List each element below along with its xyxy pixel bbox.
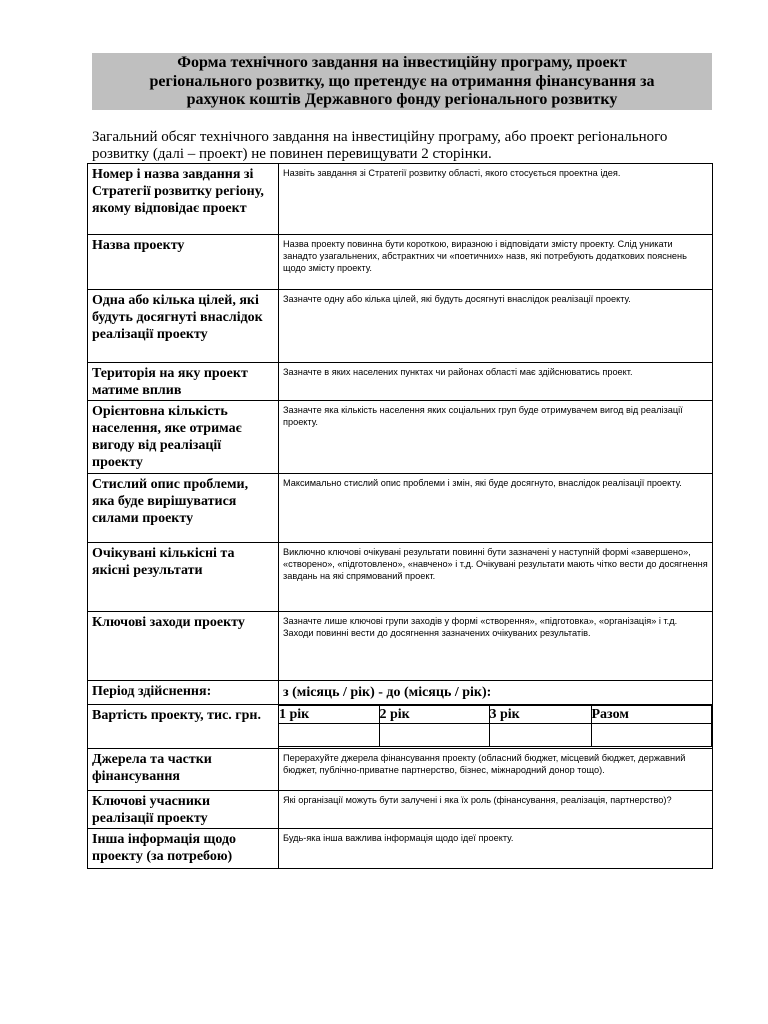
field-problem[interactable]: Максимально стислий опис проблеми і змін, які буде досягнуто, внаслідок реалізації проекту. <box>279 474 713 543</box>
row-label-goals: Одна або кілька цілей, які будуть досягнуті внаслідок реалізації проекту <box>88 290 279 363</box>
intro-line: розвитку (далі – проект) не повинен перевищувати 2 сторінки. <box>92 146 492 162</box>
table-row <box>88 474 713 543</box>
form-title <box>92 53 712 110</box>
row-label-period: Період здійснення: <box>88 681 279 705</box>
cost-grid-cell <box>279 705 713 749</box>
form-title-line: рахунок коштів Державного фонду регіонального розвитку <box>186 91 618 108</box>
cost-input-year-2[interactable] <box>379 724 489 747</box>
form-title-line: регіонального розвитку, що претендує на отримання фінансування за <box>149 72 655 90</box>
row-label-cost: Вартість проекту, тис. грн. <box>88 705 279 749</box>
cost-col-total: Разом <box>591 706 712 724</box>
cost-col-year-2: 2 рік <box>379 706 489 724</box>
row-label-problem: Стислий опис проблеми, яка буде вирішуватися силами проекту <box>88 474 279 543</box>
field-project-name[interactable]: Назва проекту повинна бути короткою, виразною і відповідати змісту проекту. Слід уникати занадто узагальнених, абстрактних чи «поетичних» назв, які потребують додаткових пояснень щодо змісту проекту. <box>279 235 713 290</box>
intro-paragraph <box>92 129 712 163</box>
row-label-territory: Територія на яку проект матиме вплив <box>88 363 279 401</box>
table-row <box>88 235 713 290</box>
field-territory[interactable]: Зазначте в яких населених пунктах чи районах області має здійснюватись проект. <box>279 363 713 401</box>
field-measures[interactable]: Зазначте лише ключові групи заходів у формі «створення», «підготовка», «організація» і т.д. Заходи повинні вести до досягнення зазначених очікуваних результатів. <box>279 612 713 681</box>
field-goals[interactable]: Зазначте одну або кілька цілей, які будуть досягнуті внаслідок реалізації проекту. <box>279 290 713 363</box>
table-row <box>88 612 713 681</box>
row-label-results: Очікувані кількісні та якісні результати <box>88 543 279 612</box>
table-row <box>88 681 713 705</box>
row-label-measures: Ключові заходи проекту <box>88 612 279 681</box>
cost-col-year-1: 1 рік <box>279 706 379 724</box>
project-form-table <box>87 163 713 869</box>
table-row <box>88 543 713 612</box>
field-period[interactable]: з (місяць / рік) - до (місяць / рік): <box>279 681 713 705</box>
row-label-strategy-task: Номер і назва завдання зі Стратегії розвитку регіону, якому відповідає проект <box>88 164 279 235</box>
field-strategy-task[interactable]: Назвіть завдання зі Стратегії розвитку області, якого стосується проектна ідея. <box>279 164 713 235</box>
row-label-participants: Ключові учасники реалізації проекту <box>88 791 279 829</box>
form-title-line: Форма технічного завдання на інвестиційну програму, проект <box>177 54 627 71</box>
table-row <box>88 363 713 401</box>
field-funding-sources[interactable]: Перерахуйте джерела фінансування проекту (обласний бюджет, місцевий бюджет, державний бюджет, публічно-приватне партнерство, бізнес, міжнародний донор тощо). <box>279 749 713 791</box>
row-label-other-info: Інша інформація щодо проекту (за потребою) <box>88 829 279 869</box>
cost-grid <box>279 705 712 747</box>
table-row <box>88 705 713 749</box>
table-row <box>88 290 713 363</box>
table-row <box>88 401 713 474</box>
row-label-funding-sources: Джерела та частки фінансування <box>88 749 279 791</box>
cost-input-year-1[interactable] <box>279 724 379 747</box>
cost-input-total[interactable] <box>591 724 712 747</box>
cost-input-year-3[interactable] <box>489 724 591 747</box>
intro-line: Загальний обсяг технічного завдання на інвестиційну програму, або проект регіонального <box>92 129 668 145</box>
row-label-population: Орієнтовна кількість населення, яке отримає вигоду від реалізації проекту <box>88 401 279 474</box>
field-population[interactable]: Зазначте яка кількість населення яких соціальних груп буде отримувачем вигод від реалізації проекту. <box>279 401 713 474</box>
field-participants[interactable]: Які організації можуть бути залучені і яка їх роль (фінансування, реалізація, партнерство)? <box>279 791 713 829</box>
table-row <box>88 749 713 791</box>
field-results[interactable]: Виключно ключові очікувані результати повинні бути зазначені у наступній формі «завершено», «створено», «підготовлено», «навчено» і т.д. Очікувані результати мають чітко вести до досягнення завдань на які спрямований проект. <box>279 543 713 612</box>
row-label-project-name: Назва проекту <box>88 235 279 290</box>
cost-col-year-3: 3 рік <box>489 706 591 724</box>
table-row <box>88 164 713 235</box>
table-row <box>88 829 713 869</box>
table-row <box>88 791 713 829</box>
field-other-info[interactable]: Будь-яка інша важлива інформація щодо ідеї проекту. <box>279 829 713 869</box>
